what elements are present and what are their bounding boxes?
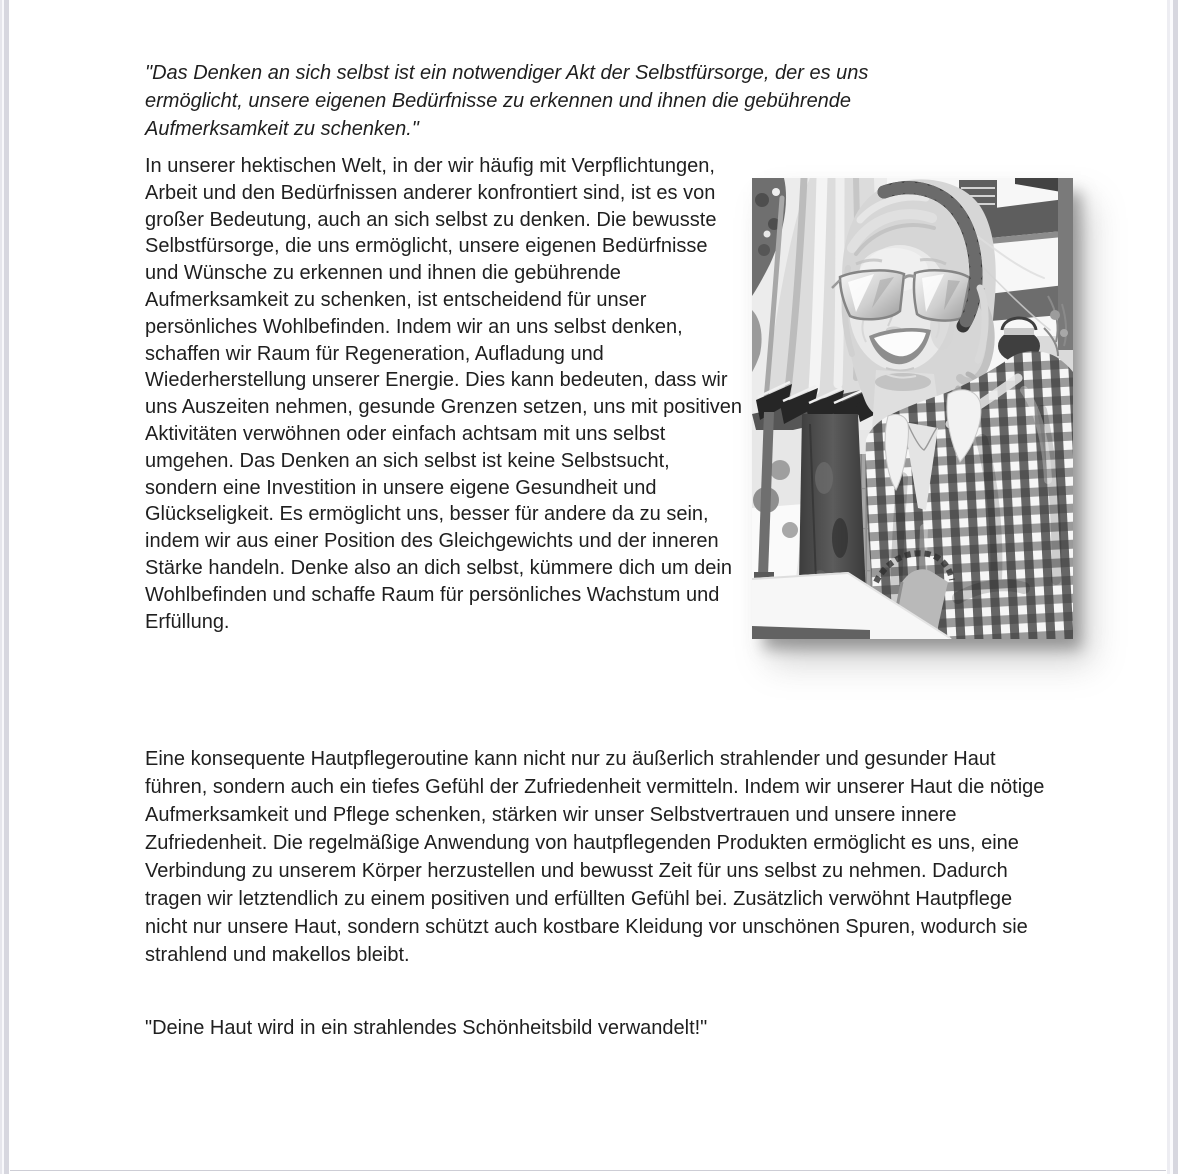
paragraph-skincare: Eine konsequente Hautpflegeroutine kann nicht nur zu äußerlich strahlender und gesunder Haut führen, sondern auch ein tiefes Gefühl der Zufriedenheit vermitteln. Indem wir unserer Haut die nötige Aufmerksamkeit und Pflege schenken, stärken wir unser Selbstvertrauen und unsere innere Zufriedenheit. Die regelmäßige Anwendung von hautpflegenden Produkten ermöglicht es uns, eine Verbindung zu unserem Körper herzustellen und bewusst Zeit für uns selbst zu nehmen. Dadurch tragen wir letztendlich zu einem positiven und erfüllten Gefühl bei. Zusätzlich verwöhnt Hautpflege nicht nur unsere Haut, sondern schützt auch kostbare Kleidung vor unschönen Spuren, wodurch sie strahlend und makellos bleibt. <box>145 748 1045 966</box>
portrait-photo <box>752 178 1073 639</box>
opening-quote: "Das Denken an sich selbst ist ein notwendiger Akt der Selbstfürsorge, der es uns ermöglicht, unsere eigenen Bedürfnisse zu erkennen und ihnen die gebührende Aufmerksamkeit zu schenken." <box>145 62 869 140</box>
page-bottom-rule <box>10 1170 1166 1171</box>
page-edge-right <box>1167 0 1178 1174</box>
closing-quote: "Deine Haut wird in ein strahlendes Schönheitsbild verwandelt!" <box>145 1017 708 1039</box>
portrait-photo-illustration <box>752 178 1073 639</box>
page-edge-left <box>0 0 9 1174</box>
paragraph-selfcare: In unserer hektischen Welt, in der wir häufig mit Verpflichtungen, Arbeit und den Bedürfnissen anderer konfrontiert sind, ist es von großer Bedeutung, auch an sich selbst zu denken. Die bewusste Selbstfürsorge, die uns ermöglicht, unsere eigenen Bedürfnisse und Wünsche zu erkennen und ihnen die gebührende Aufmerksamkeit zu schenken, ist entscheidend für unser persönliches Wohlbefinden. Indem wir an uns selbst denken, schaffen wir Raum für Regeneration, Aufladung und Wiederherstellung unserer Energie. Dies kann bedeuten, dass wir uns Auszeiten nehmen, gesunde Grenzen setzen, uns mit positiven Aktivitäten verwöhnen oder einfach achtsam mit uns selbst umgehen. Das Denken an sich selbst ist keine Selbstsucht, sondern eine Investition in unsere eigene Gesundheit und Glückseligkeit. Es ermöglicht uns, besser für andere da zu sein, indem wir aus einer Position des Gleichgewichts und der inneren Stärke handeln. Denke also an dich selbst, kümmere dich um dein Wohlbefinden und schaffe Raum für persönliches Wachstum und Erfüllung. <box>145 155 743 633</box>
